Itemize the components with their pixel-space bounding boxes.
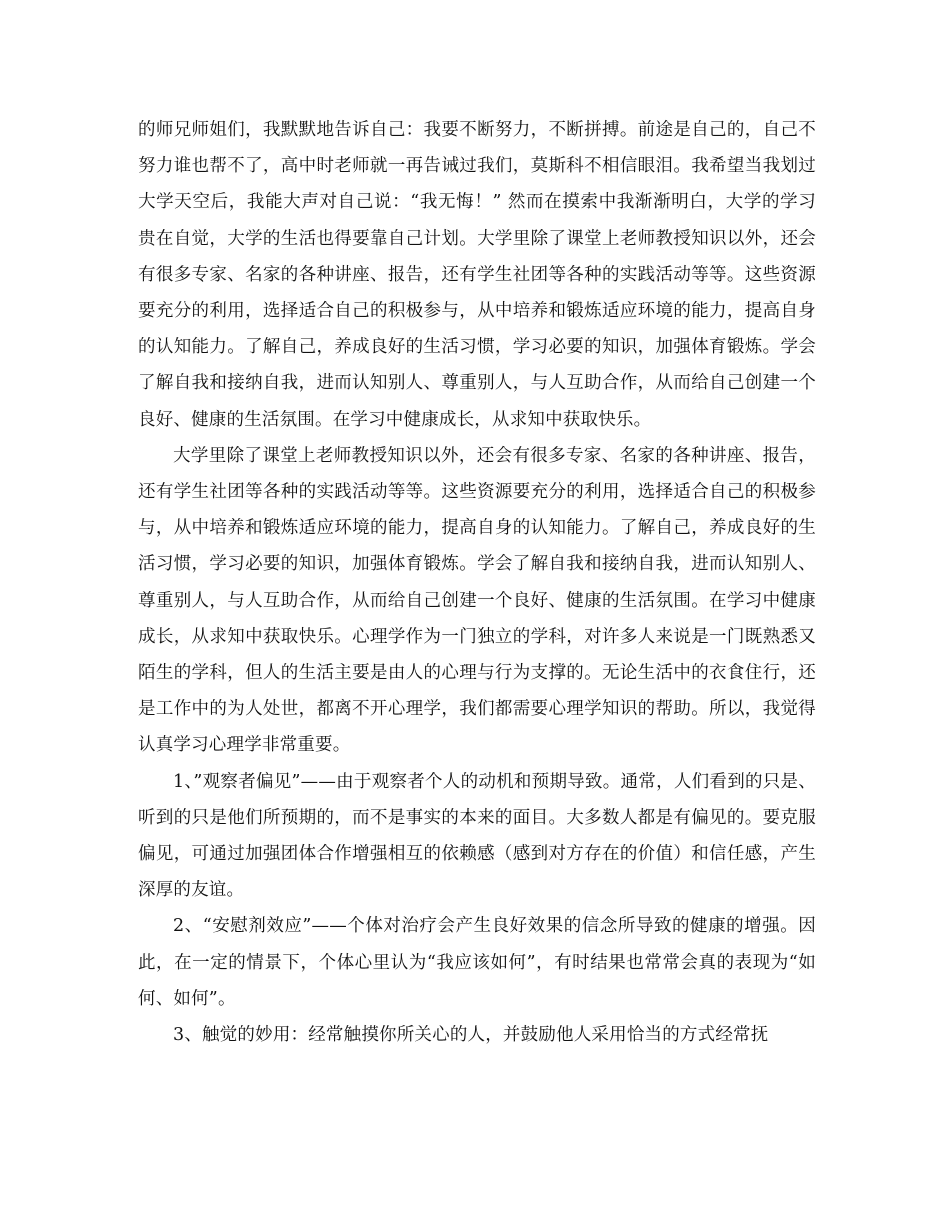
paragraph-observer-bias: 1、”观察者偏见”——由于观察者个人的动机和预期导致。通常，人们看到的只是、听到的只是他们所预期的，而不是事实的本来的面目。大多数人都是有偏见的。要克服偏见，可通过加强团体合作增强相互的依赖感（感到对方存在的价值）和信任感，产生深厚的友谊。 <box>138 771 816 901</box>
document-body <box>138 112 816 1053</box>
paragraph-continuation: 的师兄师姐们，我默默地告诉自己：我要不断努力，不断拼搏。前途是自己的，自己不努力谁也帮不了，高中时老师就一再告诫过我们，莫斯科不相信眼泪。我希望当我划过大学天空后，我能大声对自己说：“我无悔！” 然而在摸索中我渐渐明白，大学的学习贵在自觉，大学的生活也得要靠自己计划。大学里除了课堂上老师教授知识以外，还会有很多专家、名家的各种讲座、报告，还有学生社团等各种的实践活动等等。这些资源要充分的利用，选择适合自己的积极参与，从中培养和锻炼适应环境的能力，提高自身的认知能力。了解自己，养成良好的生活习惯，学习必要的知识，加强体育锻炼。学会了解自我和接纳自我，进而认知别人、尊重别人，与人互助合作，从而给自己创建一个良好、健康的生活氛围。在学习中健康成长，从求知中获取快乐。 <box>138 120 816 430</box>
paragraph-university-resources: 大学里除了课堂上老师教授知识以外，还会有很多专家、名家的各种讲座、报告，还有学生社团等各种的实践活动等等。这些资源要充分的利用，选择适合自己的积极参与，从中培养和锻炼适应环境的能力，提高自身的认知能力。了解自己，养成良好的生活习惯，学习必要的知识，加强体育锻炼。学会了解自我和接纳自我，进而认知别人、尊重别人，与人互助合作，从而给自己创建一个良好、健康的生活氛围。在学习中健康成长，从求知中获取快乐。心理学作为一门独立的学科，对许多人来说是一门既熟悉又陌生的学科，但人的生活主要是由人的心理与行为支撑的。无论生活中的衣食住行，还是工作中的为人处世，都离不开心理学，我们都需要心理学知识的帮助。所以，我觉得认真学习心理学非常重要。 <box>138 445 816 756</box>
paragraph-touch: 3、触觉的妙用：经常触摸你所关心的人，并鼓励他人采用恰当的方式经常抚 <box>173 1025 769 1046</box>
paragraph-placebo-effect: 2、“安慰剂效应”——个体对治疗会产生良好效果的信念所导致的健康的增强。因此，在一定的情景下，个体心里认为“我应该如何”，有时结果也常常会真的表现为“如何、如何”。 <box>138 916 816 1009</box>
